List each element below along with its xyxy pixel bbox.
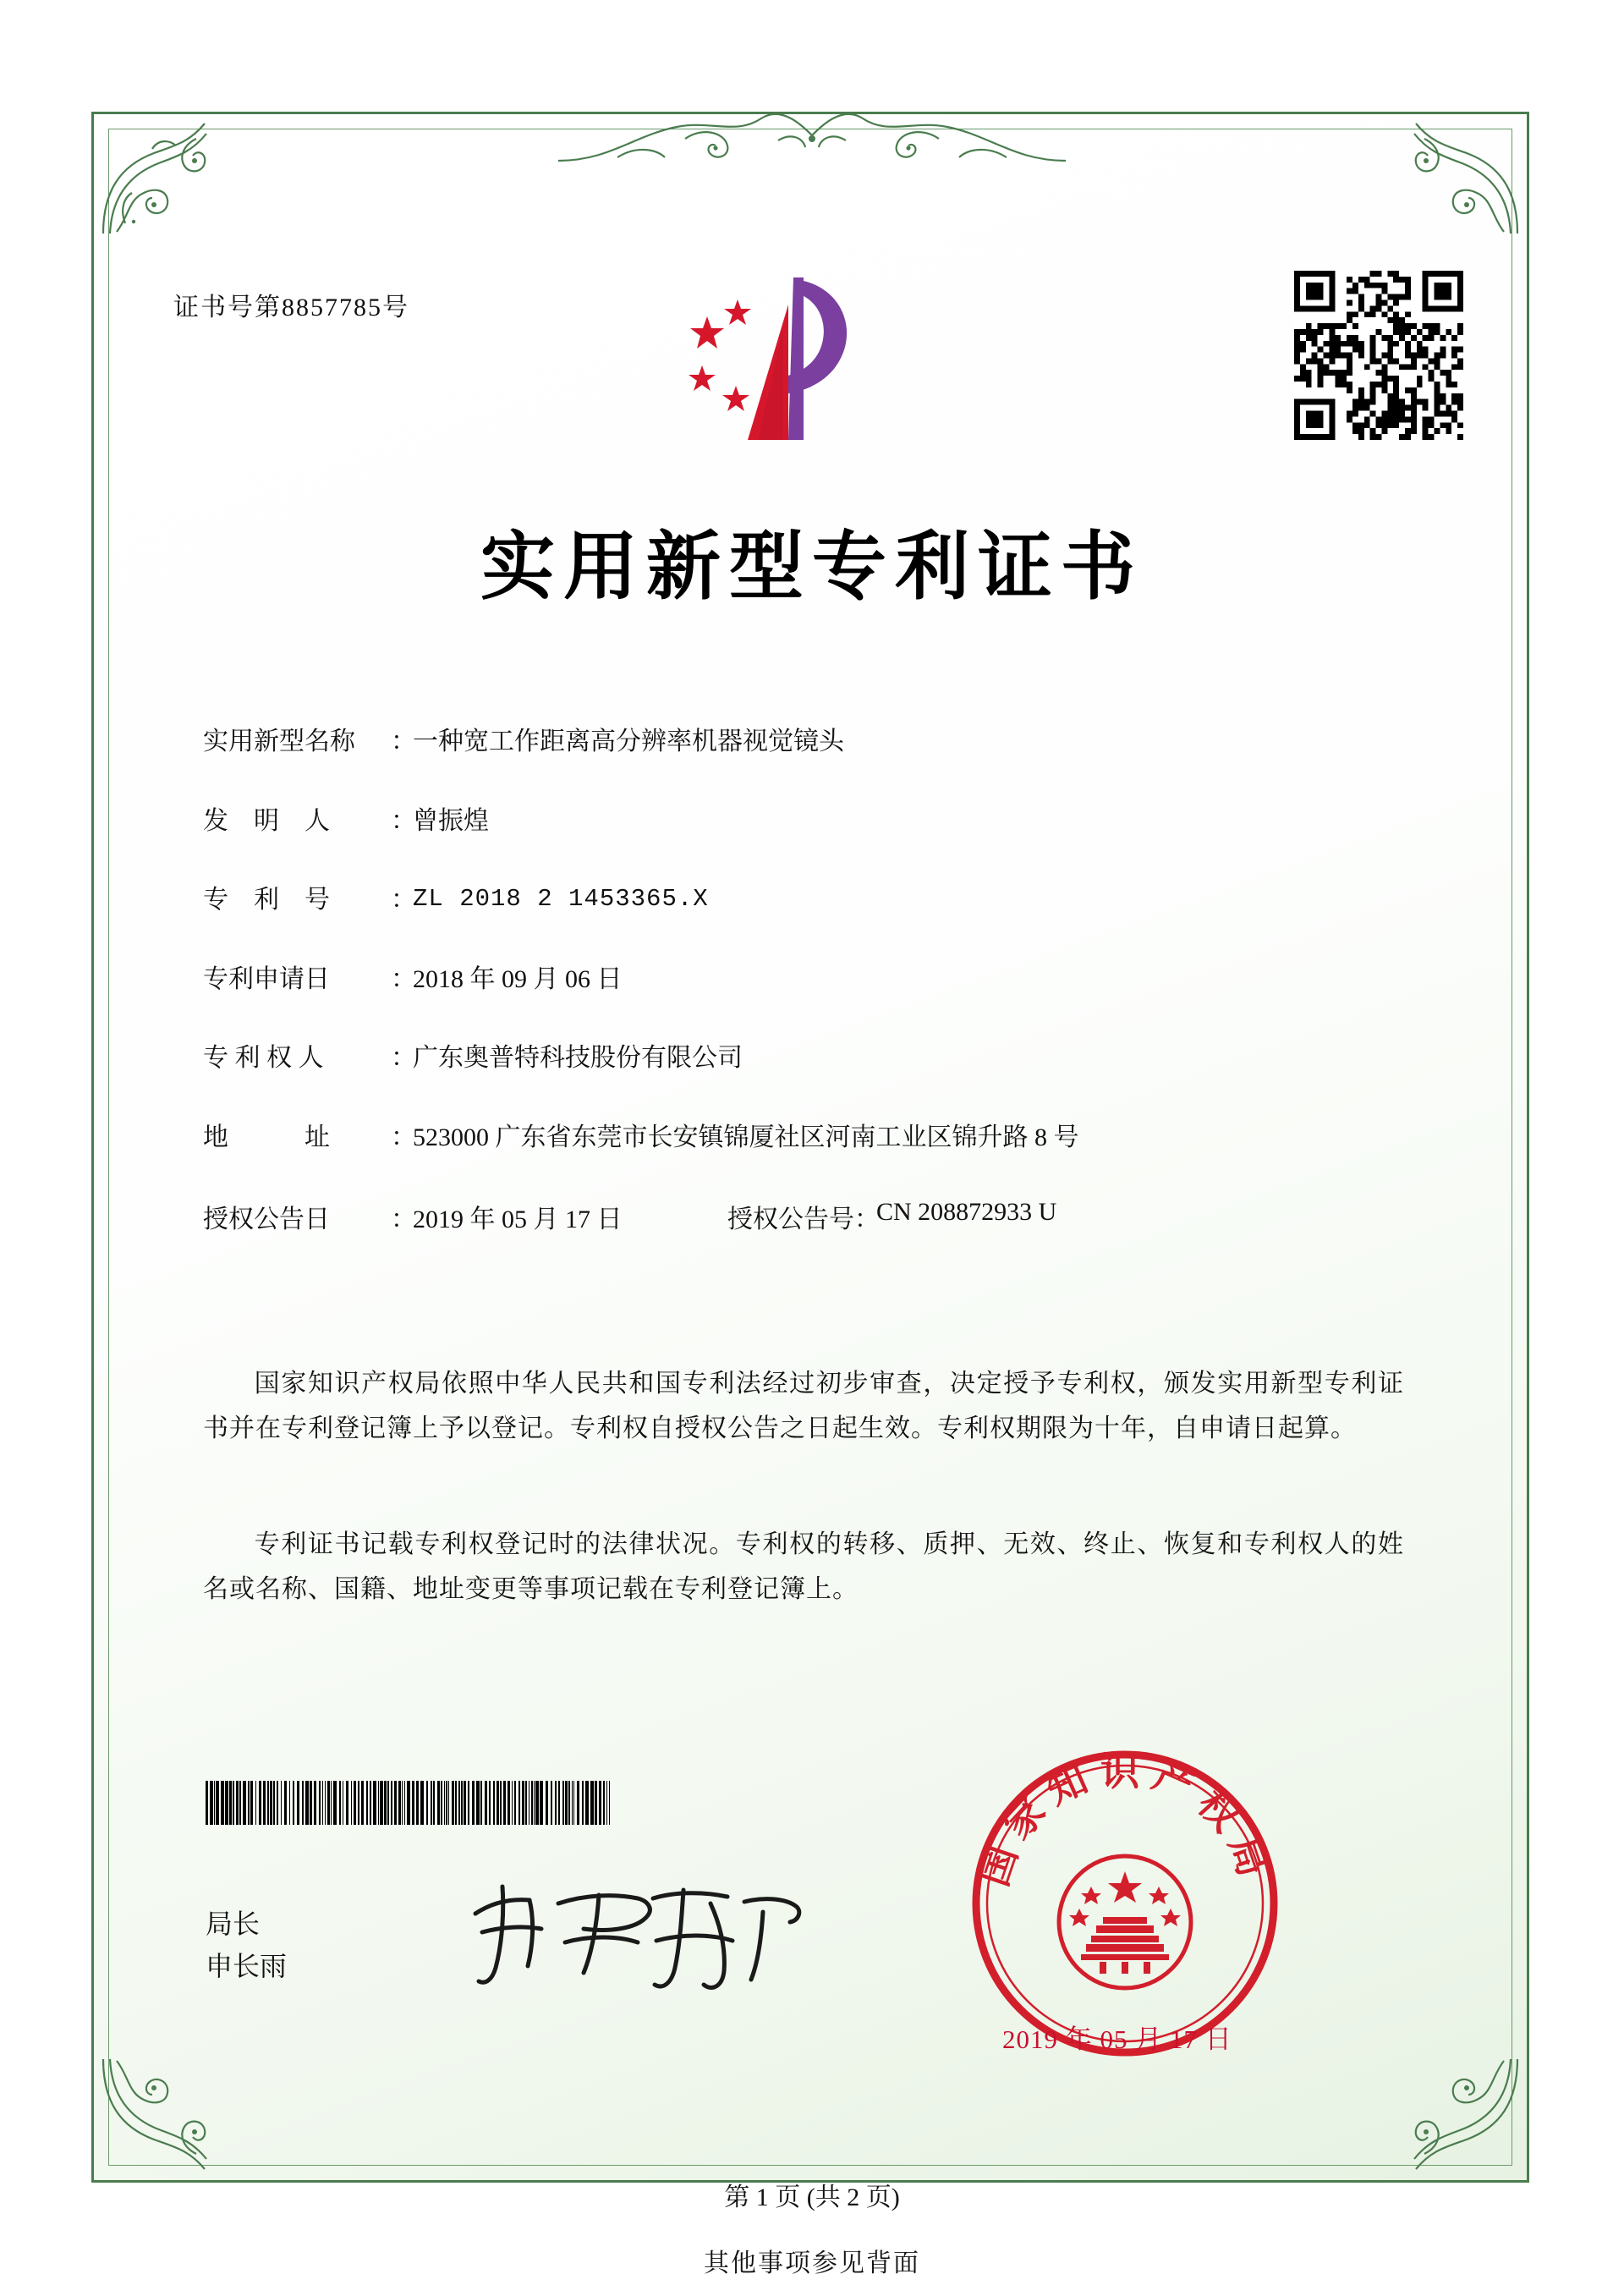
legal-paragraph-1 bbox=[203, 1362, 1404, 1451]
field-patentee bbox=[203, 1040, 1387, 1077]
field-colon: ： bbox=[854, 1206, 880, 1233]
field-inventor bbox=[203, 803, 1387, 840]
field-value: ZL 2018 2 1453365.X bbox=[413, 885, 709, 913]
cnipa-logo-icon bbox=[677, 271, 880, 457]
certificate-number: 证书号第8857785号 bbox=[173, 294, 409, 321]
field-address bbox=[203, 1119, 1387, 1156]
field-label: 专利申请日 bbox=[203, 964, 330, 993]
paragraph-text: 专利证书记载专利权登记时的法律状况。专利权的转移、质押、无效、终止、恢复和专利权人的姓名或名称、国籍、地址变更等事项记载在专利登记簿上。 bbox=[203, 1530, 1404, 1603]
grant-date-label: 授权公告日 bbox=[203, 1206, 330, 1233]
grant-number-value: CN 208872933 U bbox=[876, 1198, 1057, 1226]
signature-block bbox=[206, 1903, 287, 1987]
field-colon: ： bbox=[391, 1123, 416, 1151]
official-seal bbox=[964, 1743, 1286, 2064]
svg-text:国家知识产权局: 国家知识产权局 bbox=[970, 1749, 1280, 1892]
handwritten-signature bbox=[457, 1861, 812, 2005]
grant-number-label: 授权公告号 bbox=[727, 1206, 854, 1233]
field-patent-number bbox=[203, 882, 1387, 919]
field-value: 曾振煌 bbox=[413, 806, 489, 835]
field-list bbox=[203, 723, 1387, 1269]
barcode bbox=[206, 1781, 637, 1825]
page-title: 实用新型专利证书 bbox=[480, 522, 1144, 610]
field-colon: ： bbox=[391, 886, 416, 914]
field-value: 广东奥普特科技股份有限公司 bbox=[413, 1044, 743, 1072]
field-colon: ： bbox=[391, 1044, 416, 1072]
qr-code-icon bbox=[1294, 271, 1463, 440]
field-value: 523000 广东省东莞市长安镇锦厦社区河南工业区锦升路 8 号 bbox=[413, 1123, 1079, 1151]
field-label: 发 明 人 bbox=[203, 806, 330, 835]
field-value: 2018 年 09 月 06 日 bbox=[413, 964, 623, 993]
signature-role: 局长 bbox=[206, 1909, 261, 1939]
seal-date: 2019 年 05 月 17 日 bbox=[1002, 2024, 1232, 2054]
field-application-date bbox=[203, 961, 1387, 998]
grant-date-value: 2019 年 05 月 17 日 bbox=[413, 1206, 623, 1233]
field-label: 实用新型名称 bbox=[203, 728, 355, 755]
field-label: 地 址 bbox=[203, 1123, 330, 1151]
grant-announcement-row bbox=[203, 1198, 1387, 1235]
field-colon: ： bbox=[391, 806, 416, 835]
legal-paragraph-2 bbox=[203, 1523, 1404, 1612]
field-label: 专 利 号 bbox=[203, 886, 330, 914]
field-colon: ： bbox=[391, 964, 416, 993]
paragraph-text: 国家知识产权局依照中华人民共和国专利法经过初步审查，决定授予专利权，颁发实用新型专利证书并在专利登记簿上予以登记。专利权自授权公告之日起生效。专利权期限为十年，自申请日起算。 bbox=[203, 1370, 1404, 1442]
back-side-note: 其他事项参见背面 bbox=[704, 2249, 920, 2277]
field-utility-model-name bbox=[203, 723, 1387, 761]
page-number: 第 1 页 (共 2 页) bbox=[724, 2183, 900, 2211]
field-colon: ： bbox=[391, 1206, 416, 1233]
field-value: 一种宽工作距离高分辨率机器视觉镜头 bbox=[413, 728, 844, 755]
top-ornament-icon bbox=[558, 102, 1066, 178]
signature-name: 申长雨 bbox=[206, 1950, 288, 1981]
field-colon: ： bbox=[391, 728, 416, 755]
field-label: 专 利 权 人 bbox=[203, 1044, 324, 1072]
